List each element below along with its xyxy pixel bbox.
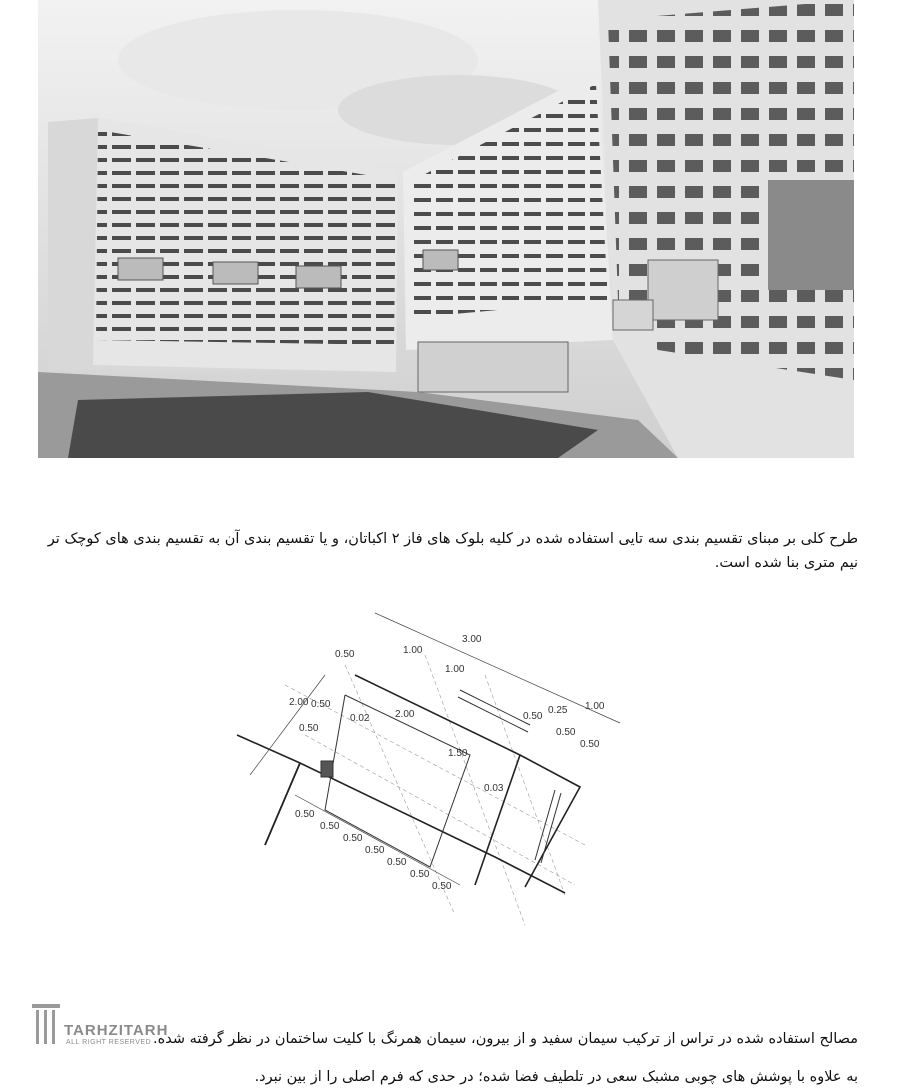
dim-0-50-bottom-6: 0.50	[410, 869, 430, 880]
dim-0-50-bottom-4: 0.50	[365, 845, 385, 856]
dim-1-00-c: 1.00	[585, 701, 605, 712]
dim-0-25: 0.25	[548, 705, 568, 716]
dim-0-50-right-a: 0.50	[523, 711, 543, 722]
watermark-logo	[30, 1000, 180, 1052]
dim-1-00-b: 1.00	[445, 664, 465, 675]
watermark-tagline: ALL RIGHT RESERVED	[66, 1039, 152, 1046]
dim-0-02: 0.02	[350, 713, 370, 724]
dim-0-50-side-b: 0.50	[299, 723, 319, 734]
terrace-plan-drawing	[225, 595, 645, 950]
wood-cover-paragraph: به علاوه با پوشش های چوبی مشبک سعی در تلطیف فضا شده؛ در حدی که فرم اصلی را از بین نبرد.	[254, 1068, 858, 1085]
column-logo-icon	[30, 1000, 62, 1048]
dim-0-50-bottom-1: 0.50	[295, 809, 315, 820]
building-photo	[38, 0, 854, 458]
dim-0-50-bottom-3: 0.50	[343, 833, 363, 844]
dim-0-50-right-c: 0.50	[580, 739, 600, 750]
dim-0-03: 0.03	[484, 783, 504, 794]
dim-1-00-a: 1.00	[403, 645, 423, 656]
dim-1-50: 1.50	[448, 748, 468, 759]
dim-0-50-bottom-5: 0.50	[387, 857, 407, 868]
dim-2-00-side: 2.00	[289, 697, 309, 708]
dim-0-50-top: 0.50	[335, 649, 355, 660]
dim-2-00-inner: 2.00	[395, 709, 415, 720]
dim-0-50-right-b: 0.50	[556, 727, 576, 738]
dim-3-00: 3.00	[462, 634, 482, 645]
dim-0-50-bottom-2: 0.50	[320, 821, 340, 832]
watermark-name: TARHZITARH	[64, 1022, 169, 1039]
intro-paragraph: طرح کلی بر مبنای تقسیم بندی سه تایی استفاده شده در کلیه بلوک های فاز ۲ اکباتان، و یا تقسیم بندی آن به تقسیم بندی های کوچک تر نیم متری بنا شده است.	[47, 530, 858, 571]
dim-0-50-bottom-7: 0.50	[432, 881, 452, 892]
materials-paragraph: مصالح استفاده شده در تراس از ترکیب سیمان سفید و از بیرون، سیمان همرنگ با کلیت ساختمان در نظر گرفته شده.	[153, 1030, 858, 1047]
dim-0-50-side-a: 0.50	[311, 699, 331, 710]
